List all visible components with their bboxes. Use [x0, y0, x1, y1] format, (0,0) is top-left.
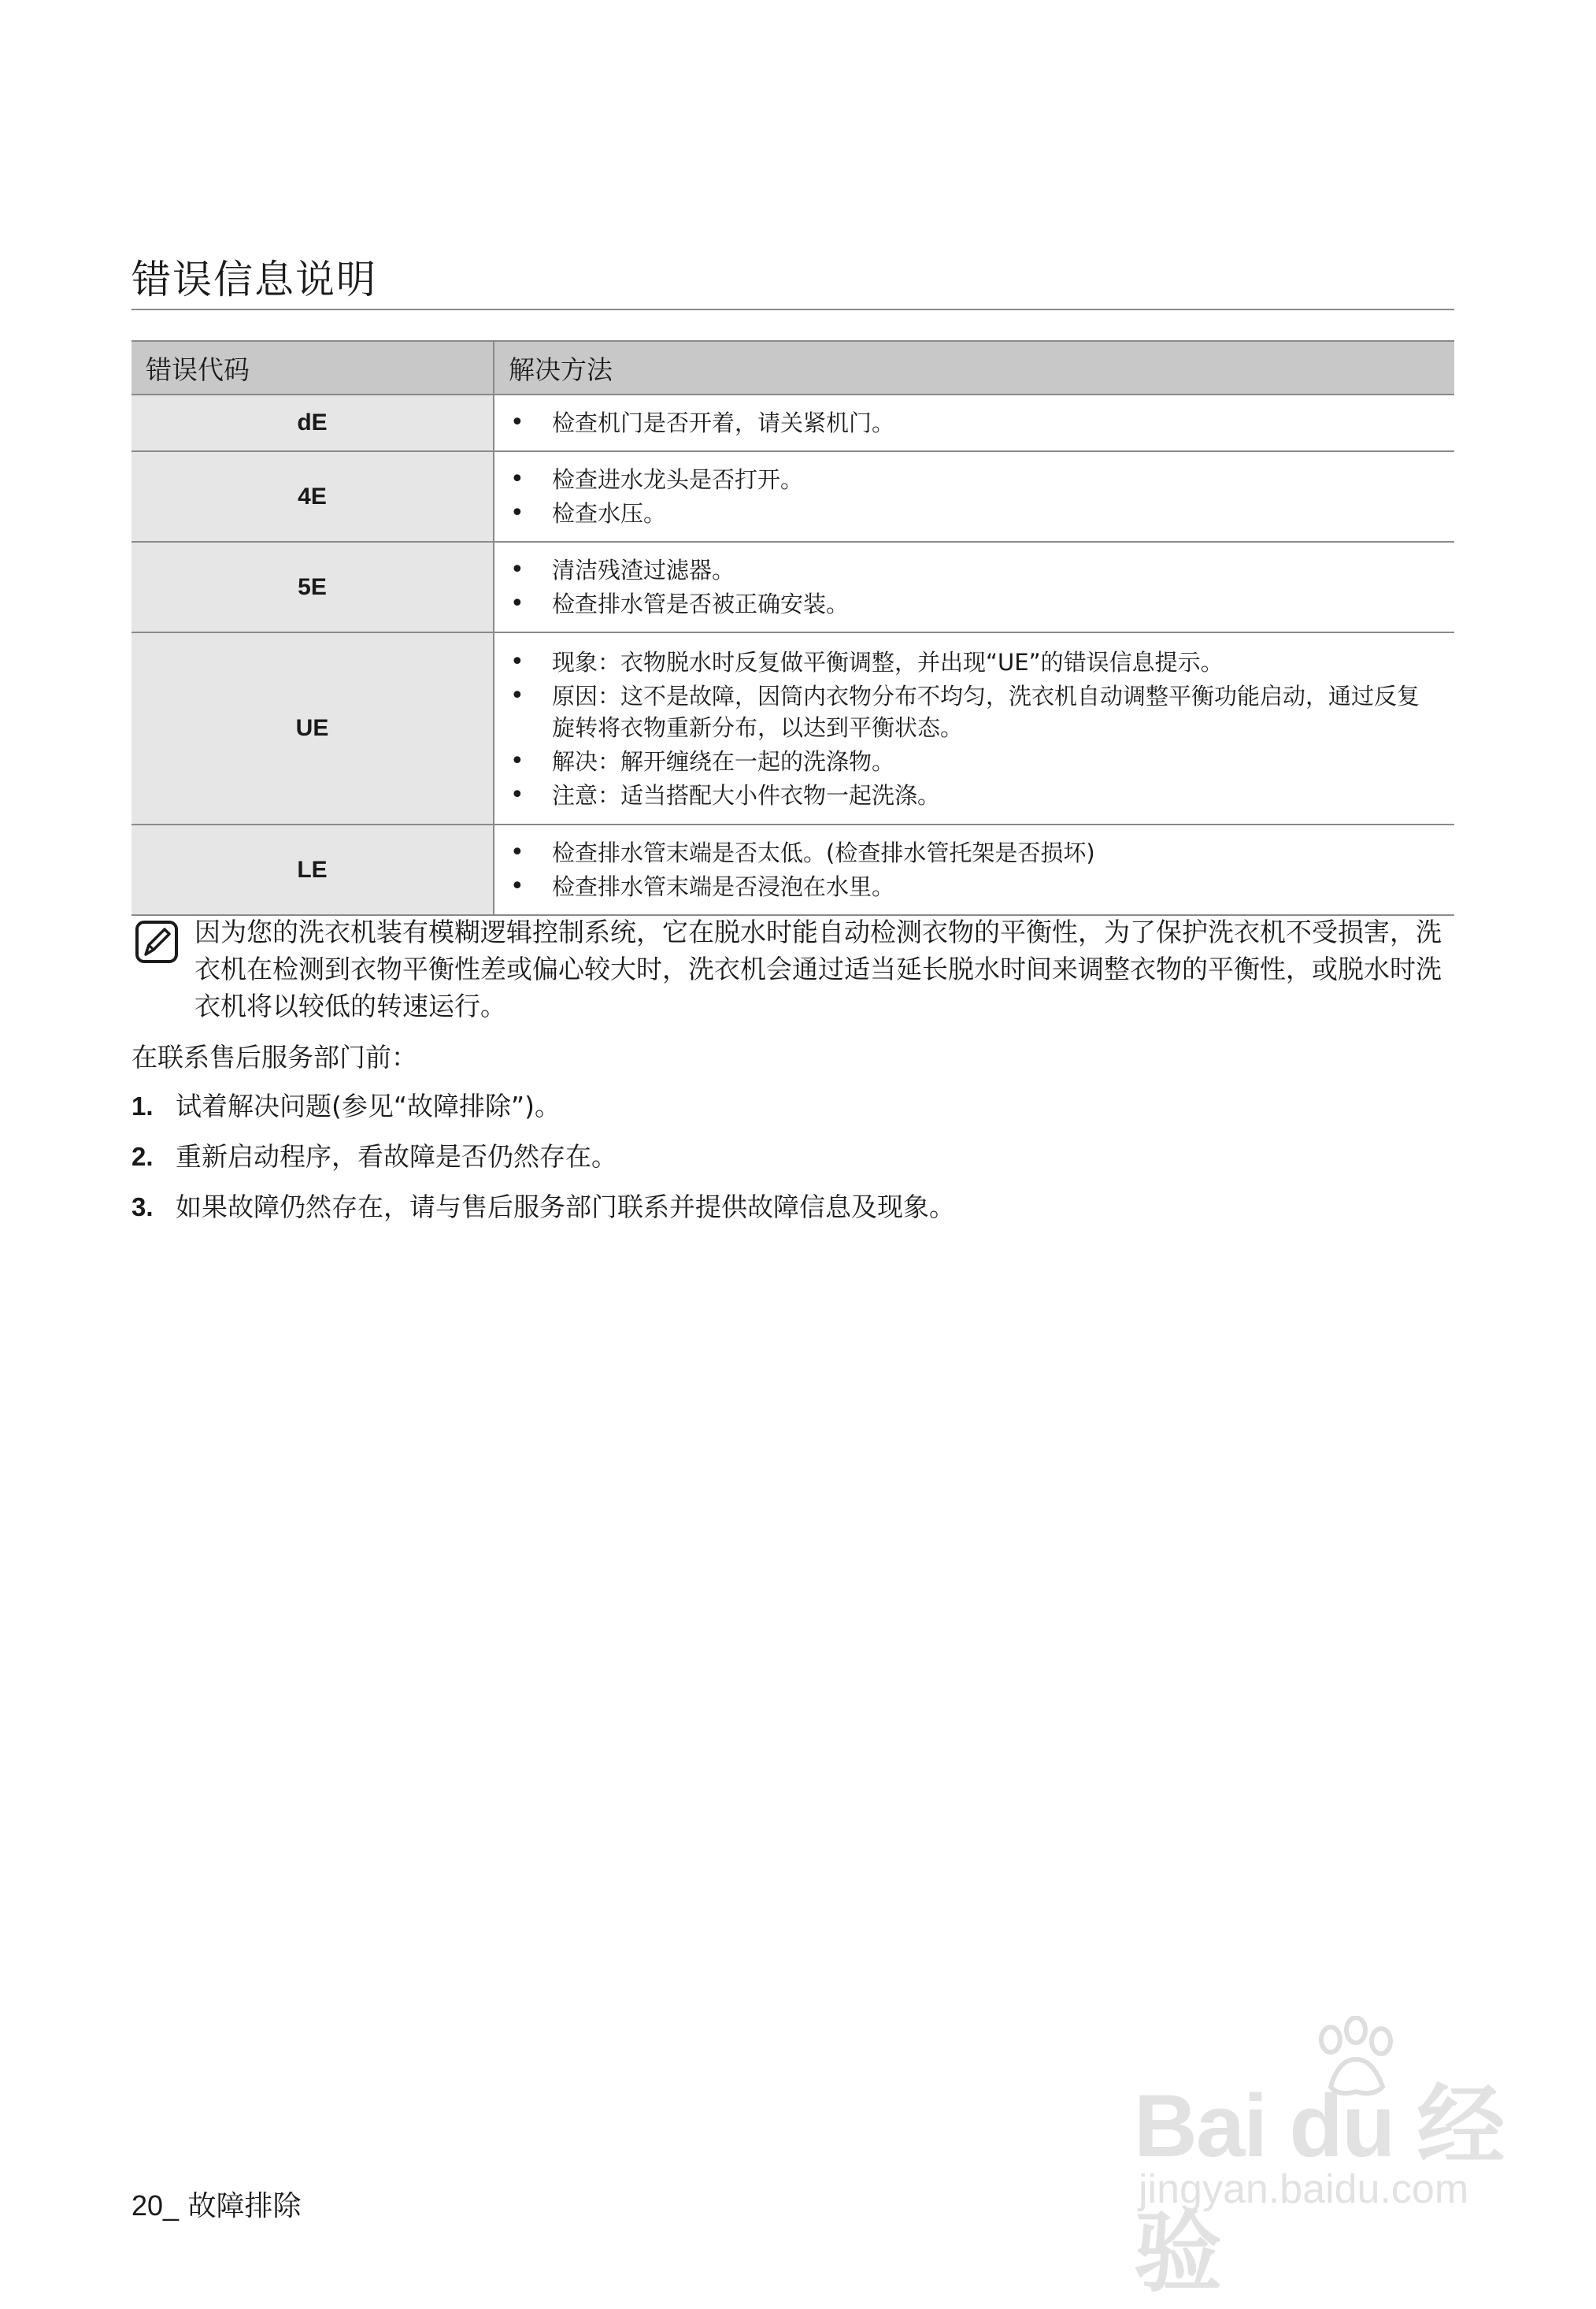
header-solution: 解决方法 [494, 341, 1454, 395]
solution-cell [494, 395, 1454, 451]
table-row [131, 632, 1454, 825]
step-number: 1. [131, 1091, 154, 1121]
solution-item: • 原因：这不是故障，因筒内衣物分布不均匀，洗衣机自动调整平衡功能启动，通过反复旋转将衣物重新分布，以达到平衡状态。 [494, 680, 1439, 743]
solution-item: • 检查进水龙头是否打开。 [494, 464, 1439, 495]
solution-item: • 清洁残渣过滤器。 [494, 554, 1439, 586]
error-code: UE [131, 632, 494, 825]
step-text: 如果故障仍然存在，请与售后服务部门联系并提供故障信息及现象。 [176, 1192, 955, 1222]
list-item [131, 1189, 1454, 1225]
watermark-url: jingyan.baidu.com [1139, 2166, 1469, 2212]
solution-item: • 检查排水管是否被正确安装。 [494, 588, 1439, 620]
list-item [131, 1088, 1454, 1125]
error-code: 4E [131, 451, 494, 542]
watermark-logo: Bai du 经验 [1134, 2077, 1504, 2302]
page-number: 20_ [131, 2189, 180, 2222]
solution-cell [494, 542, 1454, 632]
solution-item: • 检查机门是否开着，请关紧机门。 [494, 407, 1439, 439]
solution-cell [494, 451, 1454, 542]
contact-intro: 在联系售后服务部门前： [131, 1042, 417, 1073]
solution-cell [494, 825, 1454, 915]
step-number: 3. [131, 1192, 154, 1221]
error-code: LE [131, 825, 494, 915]
note-block [131, 914, 1454, 1025]
table-row [131, 451, 1454, 542]
watermark [1134, 2016, 1512, 2302]
page-title: 错误信息说明 [131, 254, 1454, 310]
solution-item: • 检查水压。 [494, 498, 1439, 529]
note-pencil-icon [135, 920, 179, 964]
header-error-code: 错误代码 [131, 341, 494, 395]
error-code-table [131, 340, 1454, 916]
list-item [131, 1139, 1454, 1175]
steps-list [131, 1088, 1454, 1225]
solution-item: • 检查排水管末端是否浸泡在水里。 [494, 871, 1439, 902]
table-header-row [131, 341, 1454, 395]
contact-section [131, 1040, 1454, 1240]
step-number: 2. [131, 1142, 154, 1171]
error-code: 5E [131, 542, 494, 632]
error-code: dE [131, 395, 494, 451]
step-text: 试着解决问题(参见“故障排除”)。 [176, 1091, 561, 1121]
solution-item: • 检查排水管末端是否太低。(检查排水管托架是否损坏) [494, 837, 1439, 869]
solution-item: • 注意：适当搭配大小件衣物一起洗涤。 [494, 780, 1439, 811]
solution-item: • 现象：衣物脱水时反复做平衡调整，并出现“UE”的错误信息提示。 [494, 647, 1439, 678]
page-footer [131, 2188, 302, 2225]
solution-cell [494, 632, 1454, 825]
footer-section: 故障排除 [187, 2190, 302, 2222]
table-row [131, 825, 1454, 915]
table-row [131, 395, 1454, 451]
note-text: 因为您的洗衣机装有模糊逻辑控制系统，它在脱水时能自动检测衣物的平衡性，为了保护洗衣机不受损害，洗衣机在检测到衣物平衡性差或偏心较大时，洗衣机会通过适当延长脱水时间来调整衣物的平衡性，或脱水时洗衣机将以较低的转速运行。 [194, 917, 1442, 1021]
solution-item: • 解决：解开缠绕在一起的洗涤物。 [494, 746, 1439, 777]
step-text: 重新启动程序，看故障是否仍然存在。 [176, 1141, 617, 1172]
table-row [131, 542, 1454, 632]
